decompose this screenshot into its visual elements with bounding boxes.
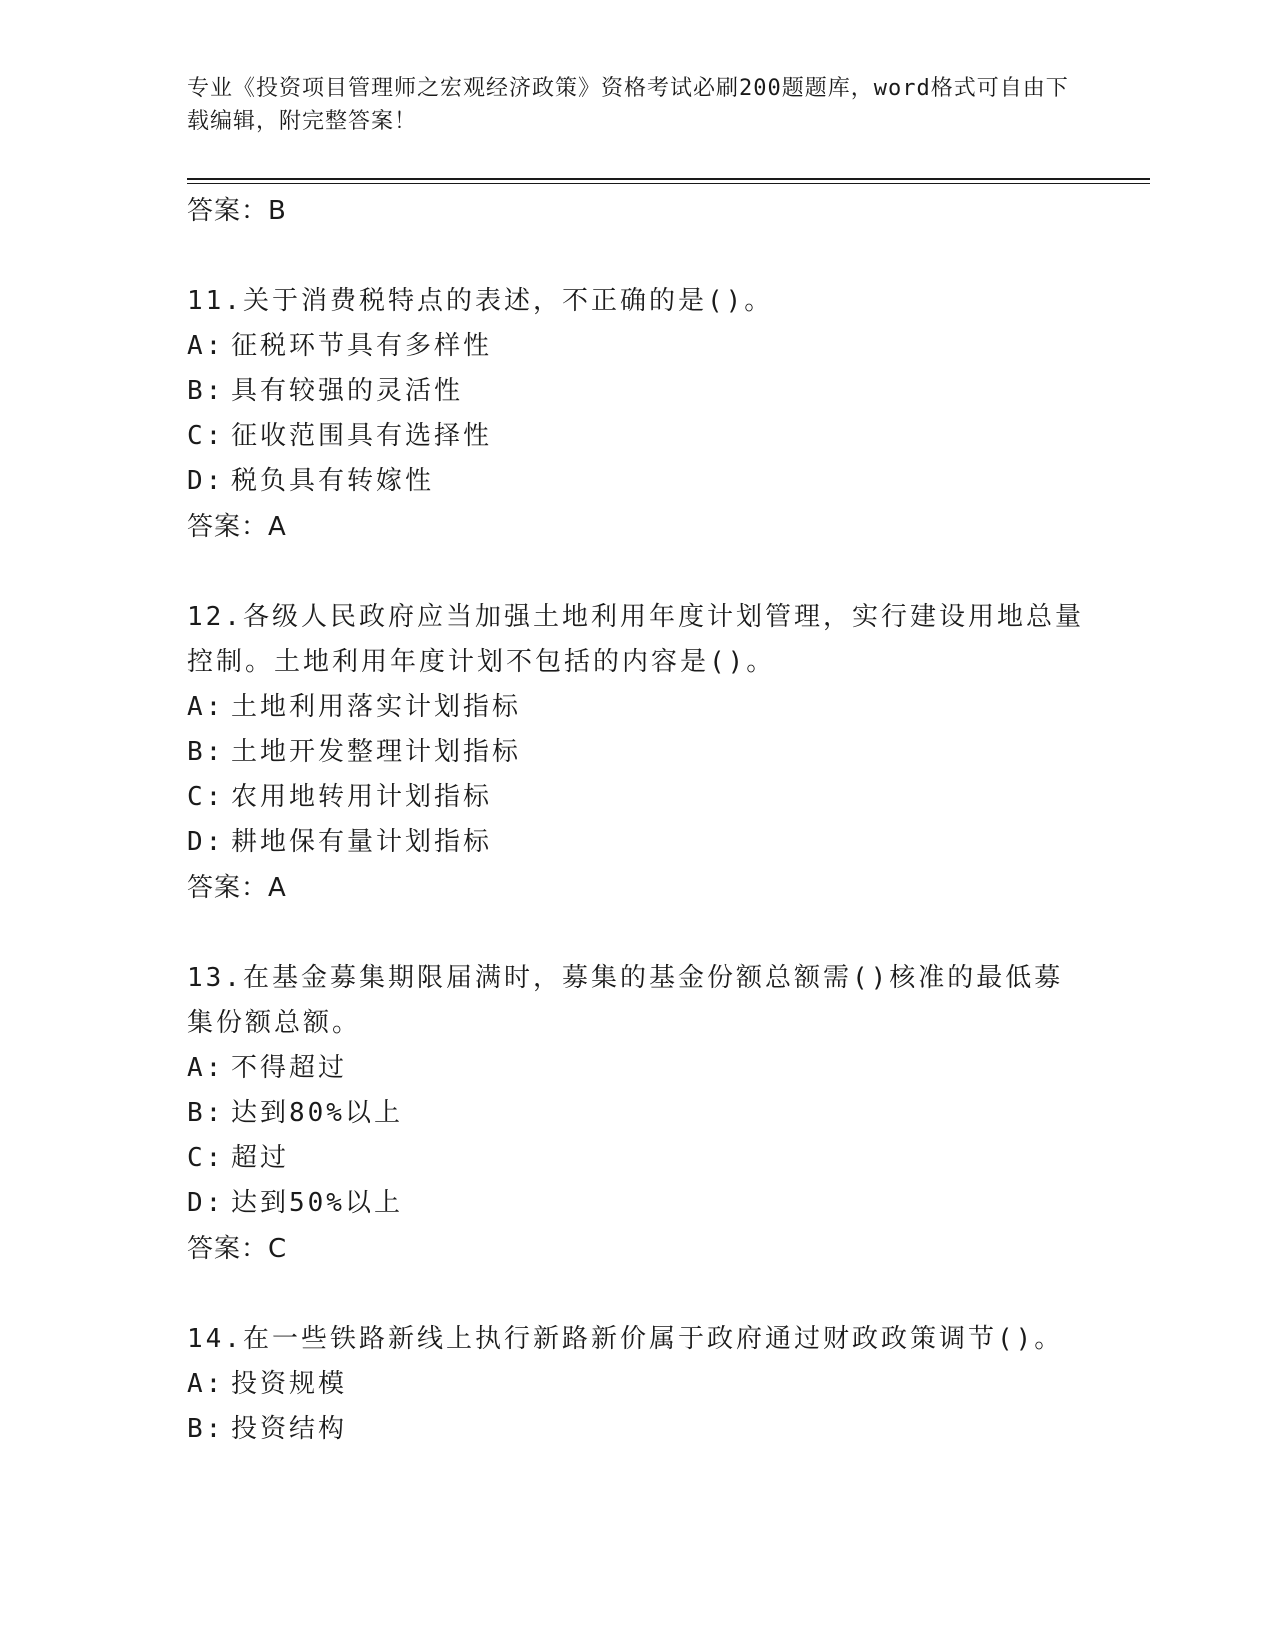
option-text: 土地利用落实计划指标 bbox=[231, 692, 522, 722]
option-key: B: bbox=[187, 737, 225, 767]
option-14-a bbox=[187, 1362, 1087, 1407]
document-header: 专业《投资项目管理师之宏观经济政策》资格考试必刷200题题库，word格式可自由下载编辑，附完整答案！ bbox=[187, 76, 1069, 134]
option-key: B: bbox=[187, 376, 225, 406]
option-11-a bbox=[187, 324, 1087, 369]
option-text: 投资结构 bbox=[231, 1414, 348, 1444]
option-text: 征收范围具有选择性 bbox=[231, 421, 493, 451]
option-key: A: bbox=[187, 692, 225, 722]
option-12-b bbox=[187, 730, 1087, 775]
option-key: D: bbox=[187, 827, 225, 857]
header-divider-thin bbox=[187, 183, 1150, 184]
option-text: 耕地保有量计划指标 bbox=[231, 827, 493, 857]
option-14-b bbox=[187, 1407, 1087, 1452]
option-text: 不得超过 bbox=[231, 1053, 348, 1083]
option-text: 税负具有转嫁性 bbox=[231, 466, 435, 496]
option-key: C: bbox=[187, 782, 225, 812]
option-key: A: bbox=[187, 331, 225, 361]
option-13-d bbox=[187, 1181, 1087, 1226]
option-text: 投资规模 bbox=[231, 1369, 348, 1399]
question-13: 13.在基金募集期限届满时，募集的基金份额总额需()核准的最低募集份额总额。 bbox=[187, 963, 1064, 1038]
header-divider-thick bbox=[187, 178, 1150, 180]
option-11-d bbox=[187, 459, 1087, 504]
option-13-a bbox=[187, 1046, 1087, 1091]
option-12-c bbox=[187, 775, 1087, 820]
answer-line: 答案：B bbox=[187, 196, 287, 226]
option-13-b bbox=[187, 1091, 1087, 1136]
option-text: 达到50%以上 bbox=[231, 1188, 403, 1218]
option-13-c bbox=[187, 1136, 1087, 1181]
option-key: A: bbox=[187, 1369, 225, 1399]
option-text: 具有较强的灵活性 bbox=[231, 376, 464, 406]
option-text: 农用地转用计划指标 bbox=[231, 782, 493, 812]
option-12-d bbox=[187, 820, 1087, 865]
option-key: D: bbox=[187, 466, 225, 496]
question-11: 11.关于消费税特点的表述，不正确的是()。 bbox=[187, 286, 774, 316]
answer-line: 答案：A bbox=[187, 512, 287, 542]
answer-line: 答案：C bbox=[187, 1234, 288, 1264]
question-14: 14.在一些铁路新线上执行新路新价属于政府通过财政政策调节()。 bbox=[187, 1324, 1064, 1354]
option-key: B: bbox=[187, 1414, 225, 1444]
option-text: 土地开发整理计划指标 bbox=[231, 737, 522, 767]
question-12: 12.各级人民政府应当加强土地利用年度计划管理，实行建设用地总量控制。土地利用年度计划不包括的内容是()。 bbox=[187, 602, 1084, 677]
option-key: C: bbox=[187, 1143, 225, 1173]
question-list bbox=[187, 188, 1087, 1452]
option-text: 征税环节具有多样性 bbox=[231, 331, 493, 361]
option-11-c bbox=[187, 414, 1087, 459]
option-text: 达到80%以上 bbox=[231, 1098, 403, 1128]
answer-line: 答案：A bbox=[187, 873, 287, 903]
option-key: D: bbox=[187, 1188, 225, 1218]
option-key: A: bbox=[187, 1053, 225, 1083]
option-key: C: bbox=[187, 421, 225, 451]
option-11-b bbox=[187, 369, 1087, 414]
option-text: 超过 bbox=[231, 1143, 290, 1173]
option-key: B: bbox=[187, 1098, 225, 1128]
option-12-a bbox=[187, 685, 1087, 730]
